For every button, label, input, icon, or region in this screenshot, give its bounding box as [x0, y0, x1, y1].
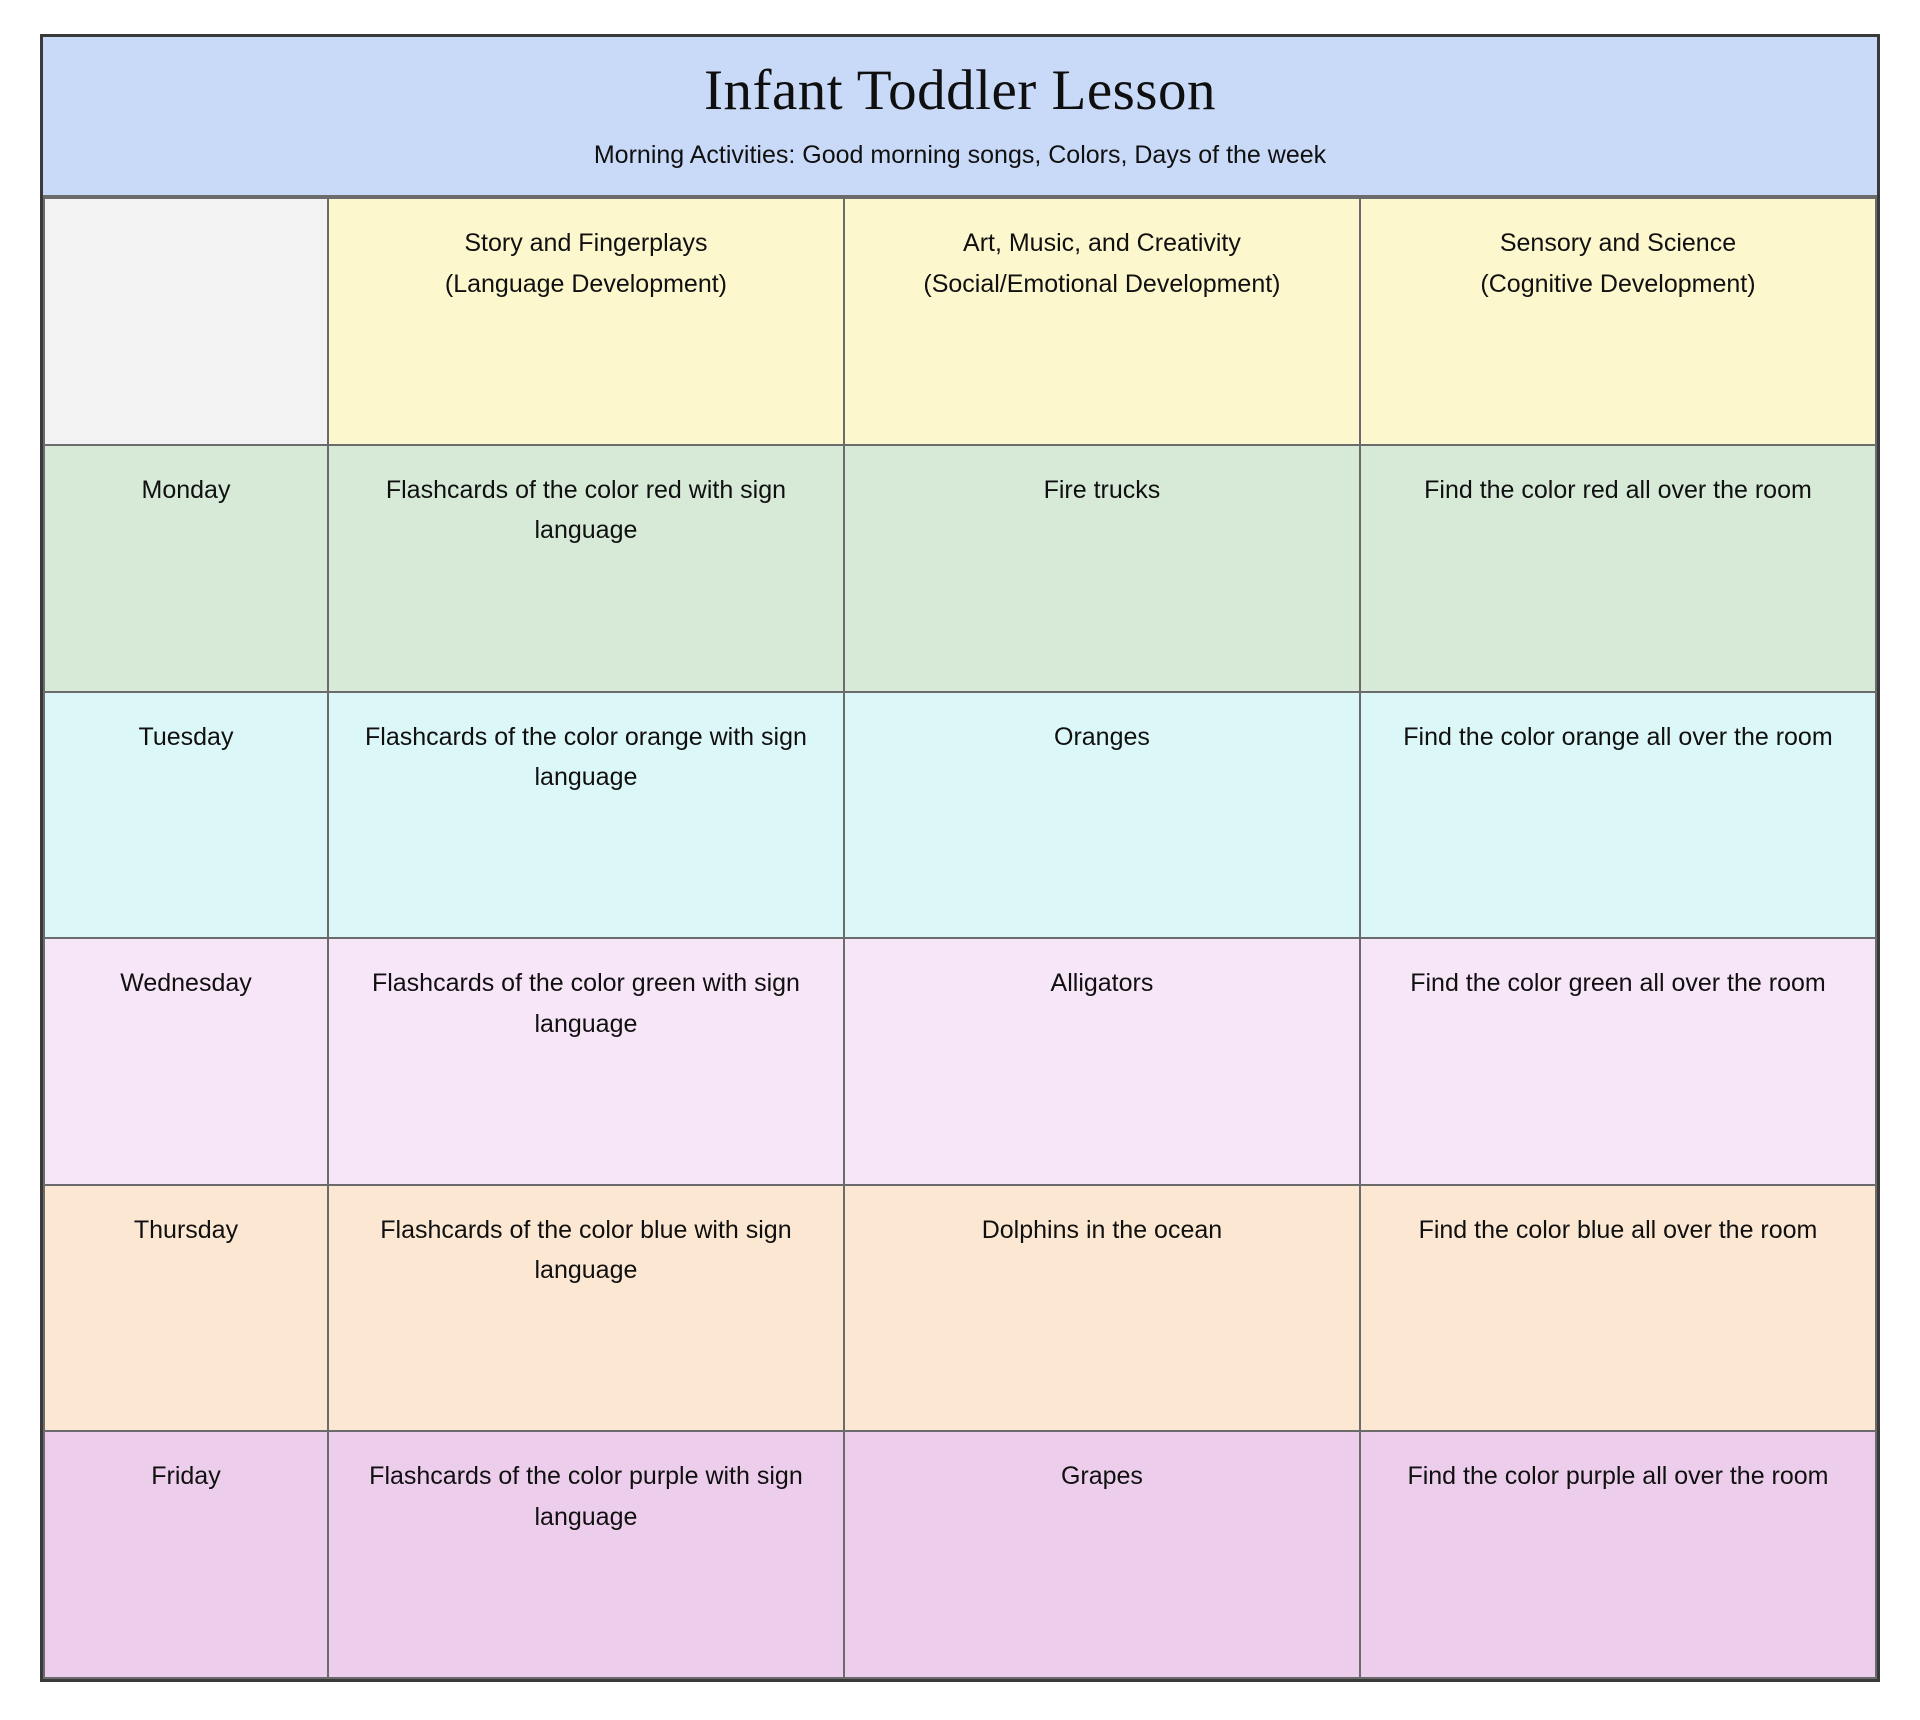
lesson-plan-document: [40, 34, 1880, 1682]
cell-monday-story: [328, 445, 844, 692]
cell-text: Find the color purple all over the room: [1407, 1462, 1829, 1491]
column-header-sensory-line2: (Cognitive Development): [1480, 269, 1756, 298]
cell-text: Find the color green all over the room: [1410, 969, 1826, 998]
cell-wednesday-story: [328, 938, 844, 1185]
cell-text: Flashcards of the color green with sign language: [371, 969, 800, 1038]
cell-wednesday-art: [844, 938, 1360, 1185]
cell-monday-sensory: [1360, 445, 1876, 692]
table-row: [44, 1185, 1876, 1432]
page-title: Infant Toddler Lesson: [703, 59, 1216, 122]
cell-tuesday-story: [328, 692, 844, 939]
cell-text: Flashcards of the color orange with sign language: [365, 722, 807, 792]
cell-text: Oranges: [1054, 722, 1150, 751]
table-header-row: [44, 198, 1876, 445]
column-header-sensory: [1360, 198, 1876, 445]
table-row: [44, 445, 1876, 692]
column-header-story: [328, 198, 844, 445]
cell-text: Flashcards of the color purple with sign language: [369, 1462, 803, 1531]
cell-thursday-sensory: [1360, 1185, 1876, 1432]
cell-text: Flashcards of the color blue with sign language: [380, 1215, 792, 1285]
column-header-story-line2: (Language Development): [444, 269, 728, 298]
table-corner-cell: [44, 198, 328, 445]
table-row: [44, 1431, 1876, 1678]
title-block: [43, 37, 1877, 197]
cell-wednesday-sensory: [1360, 938, 1876, 1185]
column-header-art: [844, 198, 1360, 445]
day-label-wednesday: Wednesday: [44, 938, 328, 1185]
cell-text: Find the color blue all over the room: [1418, 1215, 1818, 1244]
cell-text: Flashcards of the color red with sign language: [385, 475, 787, 545]
cell-text: Find the color orange all over the room: [1403, 722, 1833, 751]
cell-text: Alligators: [1050, 969, 1154, 998]
cell-tuesday-sensory: [1360, 692, 1876, 939]
day-label-thursday: Thursday: [44, 1185, 328, 1432]
column-header-art-line2: (Social/Emotional Development): [923, 269, 1281, 298]
lesson-plan-table: [43, 197, 1877, 1679]
column-header-art-line1: Art, Music, and Creativity: [963, 229, 1241, 258]
cell-thursday-story: [328, 1185, 844, 1432]
column-header-story-line1: Story and Fingerplays: [464, 229, 708, 258]
cell-friday-sensory: [1360, 1431, 1876, 1678]
table-row: [44, 938, 1876, 1185]
day-label-tuesday: Tuesday: [44, 692, 328, 939]
cell-text: Grapes: [1060, 1462, 1143, 1491]
cell-text: Fire trucks: [1043, 475, 1161, 504]
cell-friday-art: [844, 1431, 1360, 1678]
column-header-sensory-line1: Sensory and Science: [1499, 229, 1737, 258]
cell-text: Dolphins in the ocean: [981, 1215, 1223, 1244]
cell-friday-story: [328, 1431, 844, 1678]
cell-text: Find the color red all over the room: [1424, 475, 1812, 504]
page-subtitle: Morning Activities: Good morning songs, Colors, Days of the week: [593, 140, 1327, 169]
cell-thursday-art: [844, 1185, 1360, 1432]
cell-tuesday-art: [844, 692, 1360, 939]
cell-monday-art: [844, 445, 1360, 692]
day-label-monday: Monday: [44, 445, 328, 692]
table-row: [44, 692, 1876, 939]
day-label-friday: Friday: [44, 1431, 328, 1678]
